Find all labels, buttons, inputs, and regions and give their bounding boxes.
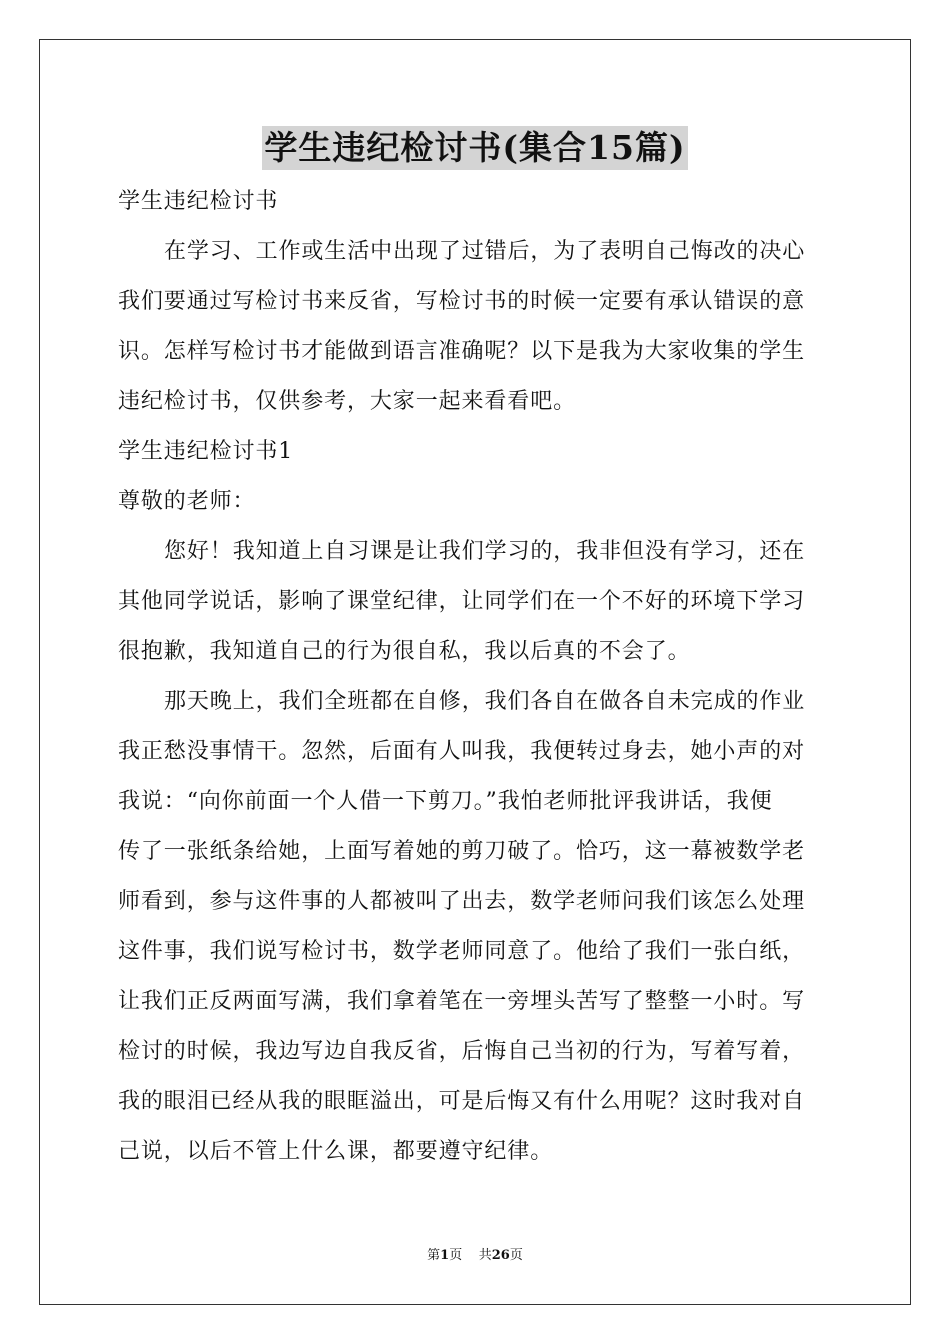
page-total: 26 [491, 1248, 510, 1263]
page-footer [0, 1247, 950, 1265]
body-line: 我说：“向你前面一个人借一下剪刀。”我怕老师批评我讲话，我便 [118, 789, 773, 814]
body-line: 学生违纪检讨书1 [118, 439, 294, 464]
body-line: 传了一张纸条给她，上面写着她的剪刀破了。恰巧，这一幕被数学老 [118, 839, 806, 864]
body-line: 在学习、工作或生活中出现了过错后，为了表明自己悔改的决心 [164, 239, 806, 264]
body-line: 我们要通过写检讨书来反省，写检讨书的时候一定要有承认错误的意 [118, 289, 806, 314]
total-prefix: 共 [478, 1248, 492, 1263]
body-line: 这件事，我们说写检讨书，数学老师同意了。他给了我们一张白纸， [118, 939, 806, 964]
document-title: 学生违纪检讨书(集合15篇) [262, 126, 687, 170]
body-line: 学生违纪检讨书 [118, 189, 279, 214]
page-suffix: 页 [449, 1248, 463, 1263]
body-line: 尊敬的老师： [118, 489, 256, 514]
body-line: 师看到，参与这件事的人都被叫了出去，数学老师问我们该怎么处理 [118, 889, 806, 914]
page-prefix: 第 [427, 1248, 441, 1263]
body-line: 其他同学说话，影响了课堂纪律，让同学们在一个不好的环境下学习 [118, 589, 806, 614]
body-line: 让我们正反两面写满，我们拿着笔在一旁埋头苦写了整整一小时。写 [118, 989, 806, 1014]
body-line: 我正愁没事情干。忽然，后面有人叫我，我便转过身去，她小声的对 [118, 739, 806, 764]
body-line: 检讨的时候，我边写边自我反省，后悔自己当初的行为，写着写着， [118, 1039, 806, 1064]
body-line: 您好！我知道上自习课是让我们学习的，我非但没有学习，还在 [164, 539, 806, 564]
body-line: 己说，以后不管上什么课，都要遵守纪律。 [118, 1139, 554, 1164]
body-line: 违纪检讨书，仅供参考，大家一起来看看吧。 [118, 389, 577, 414]
body-line: 我的眼泪已经从我的眼眶溢出，可是后悔又有什么用呢？这时我对自 [118, 1089, 806, 1114]
page-current: 1 [440, 1248, 450, 1263]
total-suffix: 页 [509, 1248, 523, 1263]
body-line: 识。怎样写检讨书才能做到语言准确呢？以下是我为大家收集的学生 [118, 339, 806, 364]
title-container [0, 126, 950, 170]
body-line: 那天晚上，我们全班都在自修，我们各自在做各自未完成的作业 [164, 689, 806, 714]
document-body [118, 177, 834, 1177]
body-line: 很抱歉，我知道自己的行为很自私，我以后真的不会了。 [118, 639, 691, 664]
